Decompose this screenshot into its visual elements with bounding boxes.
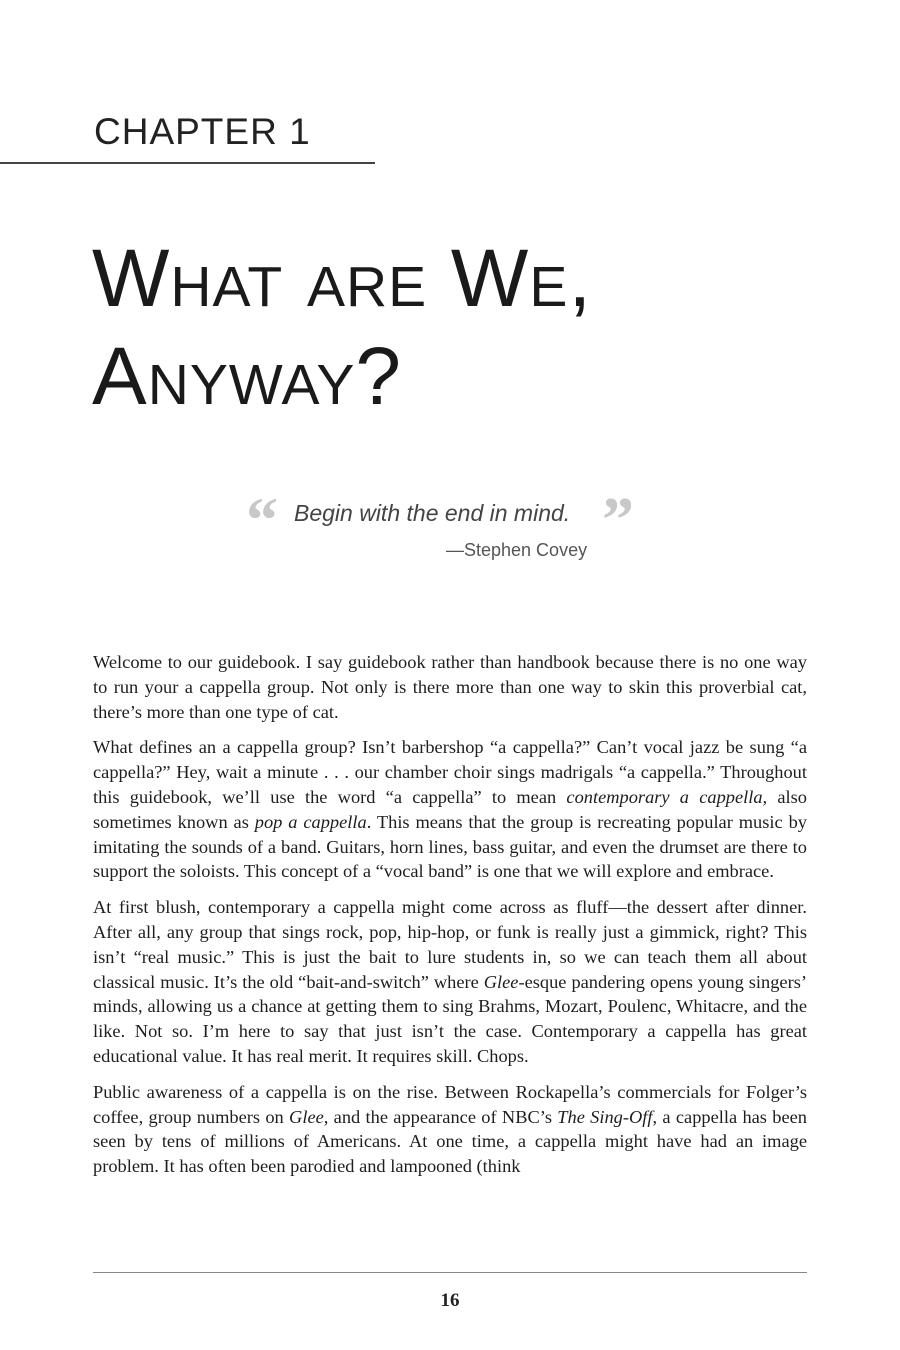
chapter-title (92, 230, 812, 426)
epigraph (240, 484, 660, 560)
body-paragraph-4 (93, 1080, 807, 1179)
body-paragraph-2 (93, 735, 807, 884)
italic-text: The Sing-Off (557, 1106, 653, 1127)
footer-rule (93, 1272, 807, 1273)
epigraph-attribution: —Stephen Covey (446, 540, 588, 560)
epigraph-text: Begin with the end in mind. (294, 500, 571, 526)
paragraph-text: also sometimes known as (93, 786, 807, 832)
paragraph-text: , a cappella has been seen by tens of millions of Americans. At one time, a cappella might have had an image problem. It has often been parodied and lampooned (think (93, 1106, 807, 1177)
paragraph-text: What defines an a cappella group? Isn’t barbershop “a cappella?” Can’t vocal jazz be sung “a cappella?” Hey, wait a minute . . . our chamber choir sings madrigals “a cappella.” Throughout this guidebook, we’ll use the word “a cappella” to mean (93, 737, 807, 807)
paragraph-text: , and the appearance of NBC’s (323, 1106, 558, 1127)
chapter-label: CHAPTER 1 (94, 111, 311, 152)
body-paragraph-1 (93, 650, 807, 724)
close-quote-mark: ” (602, 484, 634, 555)
paragraph-text: -esque pandering opens young singers’ minds, allowing us a chance at getting them to sing Brahms, Mozart, Poulenc, Whitacre, and the like. Not so. I’m here to say that just isn’t the case. Contemporary a cappella has great educational value. It has real merit. It requires skill. Chops. (93, 971, 807, 1066)
open-quote-mark: “ (246, 484, 278, 555)
italic-text: pop a cappella (254, 811, 367, 832)
italic-text: Glee (483, 971, 519, 992)
italic-text: contemporary a cappella, (566, 786, 768, 807)
chapter-title-line-2: Anyway? (92, 331, 402, 422)
paragraph-text: Public awareness of a cappella is on the rise. Between Rockapella’s commercials for Folger’s coffee, group numbers on (93, 1081, 807, 1127)
paragraph-text: Welcome to our guidebook. I say guidebook rather than handbook because there is no one way to run your a cappella group. Not only is there more than one way to skin this proverbial cat, there’s more than one type of cat. (93, 652, 807, 722)
chapter-title-line-1: What are We, (92, 233, 593, 324)
paragraph-text: At first blush, contemporary a cappella might come across as fluff—the dessert after dinner. After all, any group that sings rock, pop, hip-hop, or funk is really just a gimmick, right? This isn’t “real music.” This is just the bait to lure students in, so we can teach them all about classical music. It’s the old “bait-and-switch” where (93, 897, 807, 992)
body-paragraph-3 (93, 895, 807, 1069)
page-number: 16 (440, 1290, 460, 1311)
paragraph-text: . This means that the group is recreating popular music by imitating the sounds of a band. Guitars, horn lines, bass guitar, and even the drumset are there to support the soloists. This concept of a “vocal band” is one that we will explore and embrace. (93, 811, 807, 882)
italic-text: Glee (289, 1106, 324, 1127)
body-text (93, 650, 807, 1190)
chapter-rule (0, 162, 375, 164)
